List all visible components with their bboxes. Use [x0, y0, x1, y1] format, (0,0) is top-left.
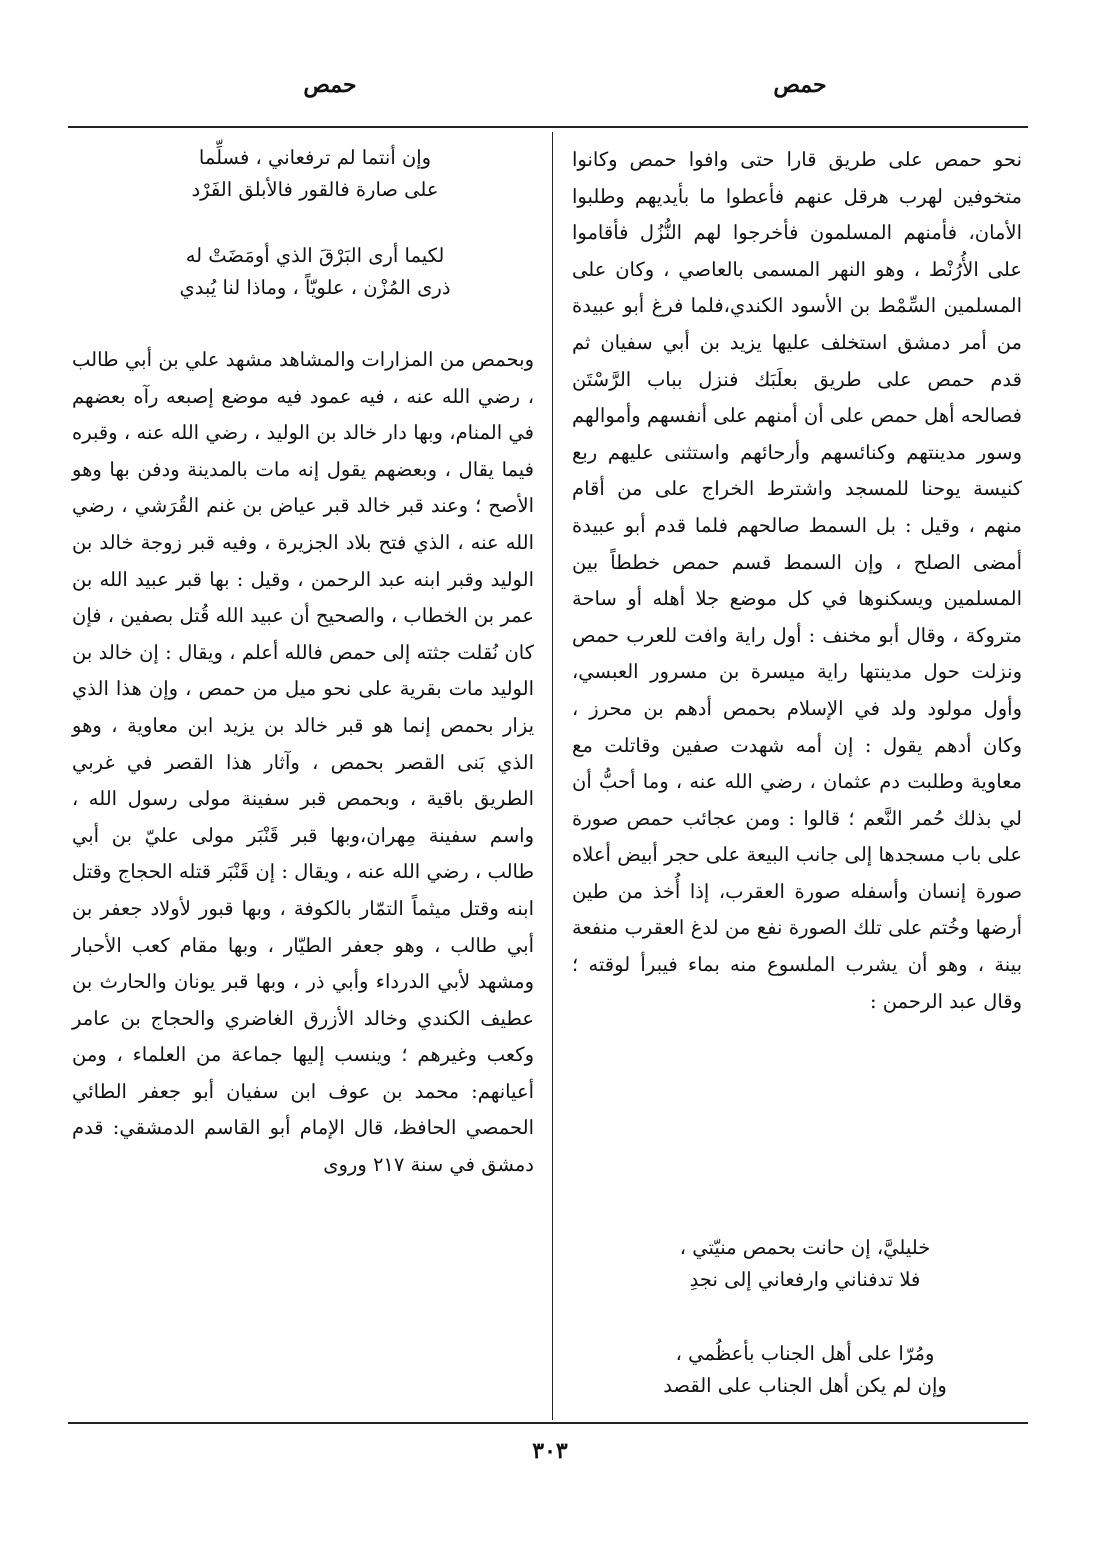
- verse-line: وإن لم يكن أهل الجناب على القصد: [663, 1374, 947, 1397]
- right-verse-1: [640, 1232, 970, 1296]
- verse-line: وإن أنتما لم ترفعاني ، فسلِّما: [198, 146, 432, 169]
- verse-line: على صارة فالقور فالأبلق الفَرْد: [191, 178, 439, 201]
- header-title-right: حمص: [773, 72, 827, 98]
- verse-line: فلا تدفناني وارفعاني إلى نجدِ: [689, 1268, 921, 1291]
- right-column-text: نحو حمص على طريق قارا حتى وافوا حمص وكانوا متخوفين لهرب هرقل عنهم فأعطوا ما بأيديهم وطلبوا الأمان، فأمنهم المسلمون فأخرجوا لهم النُّزُل فأقاموا على الأُرُنْط ، وهو النهر المسمى بالعاصي ، وكان على المسلمين السِّمْط بن الأسود الكندي،فلما فرغ أبو عبيدة من أمر دمشق استخلف عليها يزيد بن أبي سفيان ثم قدم حمص على طريق بعلَبَك فنزل بباب الرَّسْتَن فصالحه أهل حمص على أن أمنهم على أنفسهم وأموالهم وسور مدينتهم وكنائسهم وأرحائهم واستثنى عليهم ربع كنيسة يوحنا للمسجد واشترط الخراج على من أقام منهم ، وقيل : بل السمط صالحهم فلما قدم أبو عبيدة أمضى الصلح ، وإن السمط قسم حمص خططاً بين المسلمين ويسكنوها في كل موضع جلا أهله أو ساحة متروكة ، وقال أبو مخنف : أول راية وافت للعرب حمص ونزلت حول مدينتها راية ميسرة بن مسرور العبسي، وأول مولود ولد في الإسلام بحمص أدهم بن محرز ، وكان أدهم يقول : إن أمه شهدت صفين وقاتلت مع معاوية وطلبت دم عثمان ، رضي الله عنه ، وما أحبُّ أن لي بذلك حُمر النَّعم ؛ قالوا : ومن عجائب حمص صورة على باب مسجدها إلى جانب البيعة على حجر أبيض أعلاه صورة إنسان وأسفله صورة العقرب، إذا أُخذ من طين أرضها وخُتم على تلك الصورة نفع من لدغ العقرب منفعة بينة ، وهو أن يشرب الملسوع منه بماء فيبرأ لوقته ؛ وقال عبد الرحمن :: [572, 148, 1022, 1013]
- left-verse-2: [130, 240, 500, 304]
- left-verse-1: [130, 142, 500, 206]
- column-divider: [552, 132, 553, 1420]
- bottom-rule: [68, 1422, 1028, 1424]
- left-column-text: وبحمص من المزارات والمشاهد مشهد علي بن أبي طالب ، رضي الله عنه ، فيه عمود فيه موضع إصبعه رآه بعضهم في المنام، وبها دار خالد بن الوليد ، رضي الله عنه ، وقبره فيما يقال ، وبعضهم يقول إنه مات بالمدينة ودفن بها وهو الأصح ؛ وعند قبر خالد قبر عياض بن غنم القُرَشي ، رضي الله عنه ، الذي فتح بلاد الجزيرة ، وفيه قبر زوجة خالد بن الوليد وقبر ابنه عبد الرحمن ، وقيل : بها قبر عبيد الله بن عمر بن الخطاب ، والصحيح أن عبيد الله قُتل بصفين ، فإن كان نُقلت جثته إلى حمص فالله أعلم ، ويقال : إن خالد بن الوليد مات بقرية على نحو ميل من حمص ، وإن هذا الذي يزار بحمص إنما هو قبر خالد بن يزيد ابن معاوية ، وهو الذي بَنى القصر بحمص ، وآثار هذا القصر في غربي الطريق باقية ، وبحمص قبر سفينة مولى رسول الله ، واسم سفينة مِهران،وبها قبر قَنْبَر مولى عليّ بن أبي طالب ، رضي الله عنه ، ويقال : إن قَنْبَر قتله الحجاج وقتل ابنه وقتل ميثماً التمّار بالكوفة ، وبها قبور لأولاد جعفر بن أبي طالب ، وهو جعفر الطيّار ، وبها مقام كعب الأحبار ومشهد لأبي الدرداء وأبي ذر ، وبها قبر يونان والحارث بن عطيف الكندي وخالد الأزرق الغاضري والحجاج بن عامر وكعب وغيرهم ؛ وينسب إليها جماعة من العلماء ، ومن أعيانهم: محمد بن عوف ابن سفيان أبو جعفر الطائي الحمصي الحافظ، قال الإمام أبو القاسم الدمشقي: قدم دمشق في سنة ٢١٧ وروى: [72, 348, 534, 1177]
- header-title-left: حمص: [303, 72, 357, 98]
- verse-line: ذرى المُزْن ، علويّاً ، وماذا لنا يُبدي: [179, 276, 451, 299]
- verse-line: خليليَّ، إن حانت بحمص منيّتي ،: [679, 1236, 931, 1259]
- right-verse-2: [640, 1338, 970, 1402]
- page-number: ٣٠٣: [532, 1438, 568, 1464]
- verse-line: ومُرّا على أهل الجناب بأعظُمي ،: [675, 1342, 935, 1365]
- top-rule: [68, 126, 1028, 128]
- verse-line: لكيما أرى البَرْقَ الذي أومَضَتْ له: [185, 244, 445, 267]
